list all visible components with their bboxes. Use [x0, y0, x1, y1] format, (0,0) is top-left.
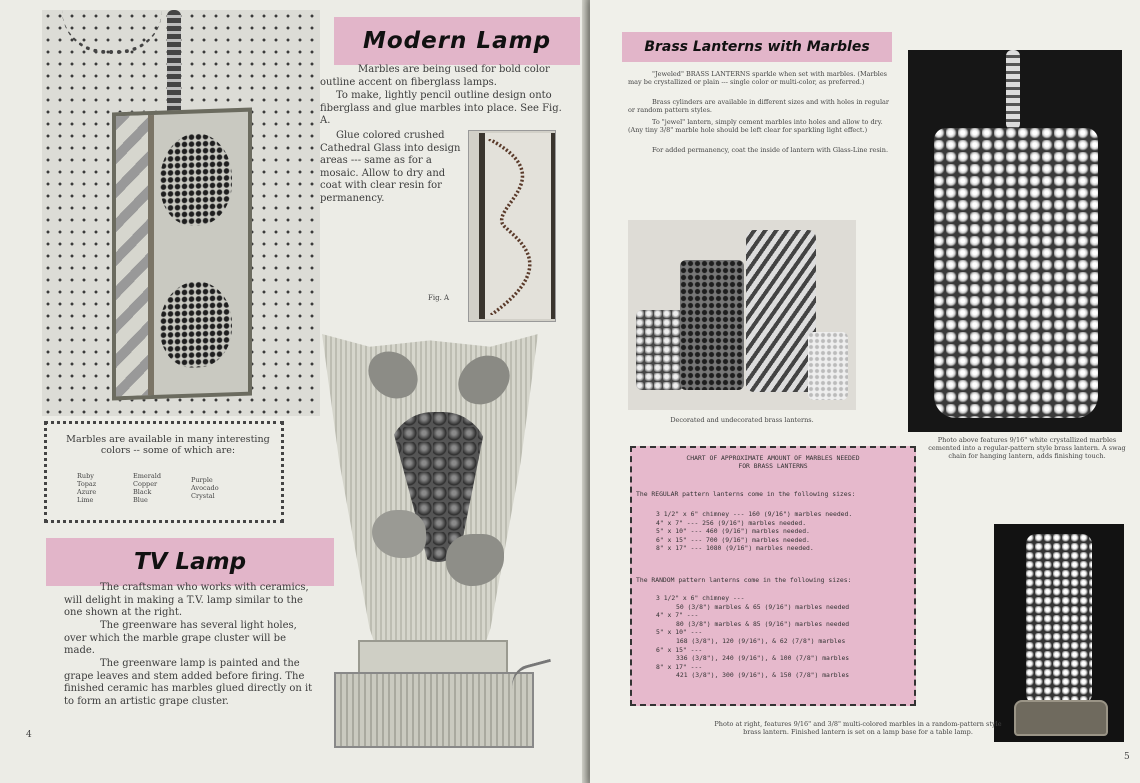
table-lamp-base [1014, 700, 1108, 736]
lamp-plinth [334, 672, 534, 748]
lantern-small-left [636, 310, 684, 390]
modern-lamp-paragraph-2: To make, lightly pencil outline design onto fiberglass and glue marbles into place. See Fig. A. [320, 90, 562, 127]
lantern-small-right [808, 332, 848, 400]
fig-a-label: Fig. A [428, 294, 450, 302]
color-avocado: Avocado [191, 484, 219, 492]
brass-paragraph-3: To "jewel" lantern, simply cement marbles into holes and allow to dry. (Any tiny 3/8" marble hole should be left clear for sparkling light effect.) [628, 118, 883, 134]
lantern-tall-striped [746, 230, 816, 392]
chart-regular-row: 3 1/2" x 6" chimney --- 160 (9/16") marbles needed. [656, 510, 853, 518]
modern-lamp-photo [42, 10, 320, 416]
modern-lamp-title: Modern Lamp [334, 17, 580, 65]
fig-a-wave [485, 139, 545, 315]
chart-title-line-2: FOR BRASS LANTERNS [738, 462, 808, 470]
color-ruby: Ruby [77, 472, 94, 480]
table-lamp-photo [994, 524, 1124, 742]
left-page-number: 4 [26, 730, 32, 740]
chart-regular-row: 8" x 17" --- 1080 (9/16") marbles needed. [656, 544, 814, 553]
tv-lamp-paragraph-3: The greenware lamp is painted and the grape leaves and stem added before firing. The finished ceramic has marbles glued directly on it to form an artistic grape cluster. [64, 658, 313, 707]
chart-random-amount: 80 (3/8") marbles & 85 (9/16") marbles needed [676, 619, 850, 628]
lamp-body [112, 108, 252, 401]
chart-title-line-1: CHART OF APPROXIMATE AMOUNT OF MARBLES NEEDED [686, 454, 860, 462]
brass-paragraph-2: Brass cylinders are available in different sizes and with holes in regular or random pattern styles. [628, 98, 890, 114]
chart-random-size: 5" x 10" --- [656, 628, 703, 637]
color-lime: Lime [77, 496, 94, 504]
modern-lamp-paragraph-3: Glue colored crushed Cathedral Glass into design areas --- same as for a mosaic. Allow to dry and coat with clear resin for permanency. [320, 130, 461, 204]
color-azure: Azure [77, 488, 97, 496]
colors-intro: Marbles are available in many interesting colors -- some of which are: [66, 434, 270, 457]
chart-random-amount: 421 (3/8"), 300 (9/16"), & 150 (7/8") marbles [676, 671, 850, 680]
fig-a-illustration [468, 130, 556, 322]
brass-lanterns-title: Brass Lanterns with Marbles [622, 32, 892, 62]
lamp-teardrop-top [160, 132, 232, 227]
chart-regular-row: 6" x 15" --- 700 (9/16") marbles needed. [656, 535, 810, 544]
chart-regular-row: 4" x 7" --- 256 (9/16") marbles needed. [656, 518, 807, 527]
lamp-frame-bar [148, 115, 154, 395]
color-blue: Blue [133, 496, 148, 504]
lanterns-group-caption: Decorated and undecorated brass lanterns. [670, 416, 814, 424]
chart-random-amount: 336 (3/8"), 240 (9/16"), & 100 (7/8") marbles [676, 654, 850, 663]
chart-random-amount: 168 (3/8"), 120 (9/16"), & 62 (7/8") marbles [676, 636, 846, 645]
colors-column-3 [191, 476, 251, 500]
colors-column-1 [77, 472, 117, 504]
lamp-cord [508, 659, 556, 693]
colors-column-2 [133, 472, 183, 504]
chart-regular-rows [656, 510, 912, 553]
hanging-lantern-photo [908, 50, 1122, 432]
lamp-teardrop-bottom [160, 280, 232, 369]
tv-lamp-paragraph-2: The greenware has several light holes, over which the marble grape cluster will be made. [64, 620, 297, 657]
hanging-lantern-caption: Photo above features 9/16" white crystallized marbles cemented into a regular-pattern style brass lantern. A swag chain for hanging lantern, adds finishing touch. [928, 436, 1126, 460]
color-copper: Copper [133, 480, 158, 488]
brass-paragraph-4: For added permanency, coat the inside of lantern with Glass-Line resin. [652, 146, 889, 154]
tv-lamp-title: TV Lamp [46, 538, 334, 586]
table-lamp-caption: Photo at right, features 9/16" and 3/8" multi-colored marbles in a random-pattern style brass lantern. Finished lantern is set on a lamp base for a table lamp. [714, 720, 1002, 736]
chart-random-amount: 50 (3/8") marbles & 65 (9/16") marbles needed [676, 602, 850, 611]
chart-random-size: 6" x 15" --- [656, 645, 703, 654]
lantern-chain [1006, 50, 1020, 130]
chart-random-size: 4" x 7" --- [656, 611, 699, 620]
lamp-zigzag [116, 115, 151, 396]
color-crystal: Crystal [191, 492, 215, 500]
chart-regular-intro: The REGULAR pattern lanterns come in the following sizes: [636, 490, 856, 498]
lantern-decorated-dark [680, 260, 744, 390]
color-black: Black [133, 488, 152, 496]
lantern-marbles-white [934, 128, 1098, 418]
modern-lamp-paragraph-1: Marbles are being used for bold color outline accent on fiberglass lamps. [320, 64, 550, 88]
lanterns-group-photo [628, 220, 856, 410]
lamp-chain [167, 10, 181, 120]
chart-random-size: 3 1/2" x 6" chimney --- [656, 594, 745, 602]
marble-chart-box [630, 446, 916, 706]
colors-box [44, 421, 284, 523]
color-purple: Purple [191, 476, 213, 484]
tv-lamp-paragraph-1: The craftsman who works with ceramics, will delight in making a T.V. lamp similar to the one shown at the right. [64, 582, 309, 619]
chart-regular-row: 5" x 10" --- 460 (9/16") marbles needed. [656, 527, 810, 536]
right-page-number: 5 [1124, 752, 1130, 762]
table-lamp-lantern [1026, 534, 1092, 704]
brass-paragraph-1: "Jeweled" BRASS LANTERNS sparkle when set with marbles. (Marbles may be crystallized or plain --- single color or multi-color, as preferred.) [628, 70, 888, 86]
right-page [590, 0, 1140, 783]
chart-random-size: 8" x 17" --- [656, 662, 703, 671]
tv-lamp-photo [314, 334, 554, 746]
color-emerald: Emerald [133, 472, 161, 480]
chain-swag [62, 10, 162, 54]
color-topaz: Topaz [77, 480, 97, 488]
chart-random-rows [656, 594, 912, 680]
chart-random-intro: The RANDOM pattern lanterns come in the following sizes: [636, 576, 852, 584]
